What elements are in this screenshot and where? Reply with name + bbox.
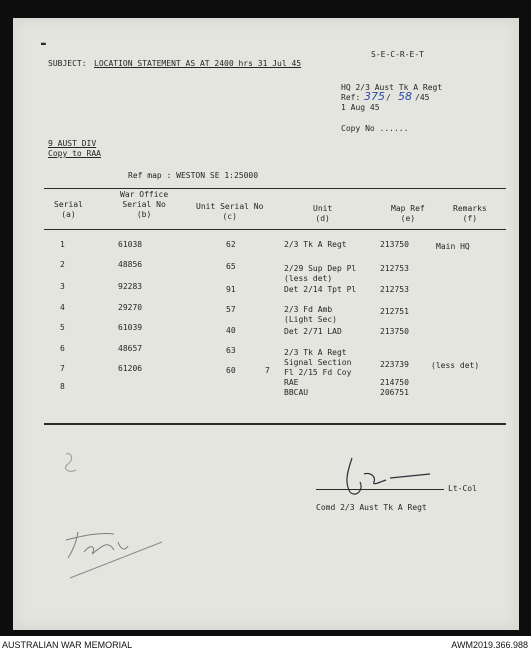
pencil-initials <box>62 522 172 584</box>
cell-handwritten-mark: 7 <box>265 366 270 375</box>
cell-serial: 7 <box>60 364 65 373</box>
archive-accession-number: AWM2019.366.988 <box>451 640 528 650</box>
cell-war-office: 61206 <box>118 364 143 373</box>
ref-suffix: /45 <box>415 93 430 102</box>
header-unit-serial: Unit Serial No (c) <box>196 202 264 221</box>
cell-unit-serial: 40 <box>226 326 236 335</box>
hole-punch-mark: ▬ <box>41 39 46 48</box>
cell-unit: 2/3 Fd Amb (Light Sec) <box>284 305 337 324</box>
cell-unit: BBCAU <box>284 388 309 397</box>
cell-war-office: 92283 <box>118 282 143 291</box>
subject-label: SUBJECT: <box>48 59 87 68</box>
cell-unit-serial: 65 <box>226 262 236 271</box>
pencil-mark-top <box>58 450 88 478</box>
cell-unit: 2/3 Tk A Regt Signal Section <box>284 348 352 367</box>
cell-serial: 3 <box>60 282 65 291</box>
cell-unit: Det 2/14 Tpt Pl <box>284 285 357 294</box>
cell-map-ref: 223739 <box>380 360 409 369</box>
archive-footer <box>0 636 531 653</box>
ref-handwritten-number: 375 <box>364 90 385 103</box>
cell-war-office: 29270 <box>118 303 143 312</box>
cell-map-ref: 213750 <box>380 240 409 249</box>
cell-war-office: 61038 <box>118 240 143 249</box>
cell-serial: 2 <box>60 260 65 269</box>
cell-war-office: 61039 <box>118 323 143 332</box>
cell-unit: Fl 2/15 Fd Coy RAE <box>284 368 352 387</box>
cell-unit: Det 2/71 LAD <box>284 327 342 336</box>
cell-unit-serial: 91 <box>226 285 236 294</box>
reference-map: Ref map : WESTON SE 1:25000 <box>128 171 259 180</box>
cell-war-office: 48657 <box>118 344 143 353</box>
distribution-line-2: Copy to RAA <box>48 149 101 158</box>
table-header-rule <box>44 229 506 230</box>
cell-war-office: 48856 <box>118 260 143 269</box>
cell-unit-serial: 63 <box>226 346 236 355</box>
ref-handwritten-file: 58 <box>398 90 412 103</box>
header-remarks: Remarks (f) <box>453 204 487 223</box>
cell-unit: 2/3 Tk A Regt <box>284 240 347 249</box>
document-date: 1 Aug 45 <box>341 103 380 112</box>
table-bottom-rule <box>44 423 506 425</box>
ref-slash: / <box>386 93 391 102</box>
cell-serial: 1 <box>60 240 65 249</box>
hq-line: HQ 2/3 Aust Tk A Regt <box>341 83 443 92</box>
header-serial: Serial (a) <box>54 200 83 219</box>
signature-rank: Lt-Col <box>448 484 477 493</box>
signature-line <box>316 489 444 490</box>
cell-serial: 5 <box>60 323 65 332</box>
archive-name: AUSTRALIAN WAR MEMORIAL <box>2 640 133 650</box>
cell-serial: 8 <box>60 382 65 391</box>
header-war-office: War Office Serial No (b) <box>120 190 169 219</box>
cell-unit-serial: 57 <box>226 305 236 314</box>
cell-remarks: (less det) <box>431 361 480 370</box>
cell-unit-serial: 60 <box>226 366 236 375</box>
cell-serial: 4 <box>60 303 65 312</box>
distribution-line-1: 9 AUST DIV <box>48 139 97 148</box>
copy-number: Copy No ...... <box>341 124 409 133</box>
cell-unit-serial: 62 <box>226 240 236 249</box>
cell-map-ref: 214750 206751 <box>380 378 409 397</box>
cell-map-ref: 213750 <box>380 327 409 336</box>
cell-map-ref: 212753 <box>380 285 409 294</box>
cell-map-ref: 212751 <box>380 307 409 316</box>
cell-serial: 6 <box>60 344 65 353</box>
signature-title: Comd 2/3 Aust Tk A Regt <box>316 503 427 512</box>
subject-text: LOCATION STATEMENT AS AT 2400 hrs 31 Jul 45 <box>94 59 302 68</box>
header-unit: Unit (d) <box>313 204 333 223</box>
cell-remarks: Main HQ <box>436 242 470 251</box>
header-map-ref: Map Ref (e) <box>391 204 425 223</box>
classification: S-E-C-R-E-T <box>371 50 424 59</box>
cell-unit: 2/29 Sup Dep Pl (less det) <box>284 264 357 283</box>
signature-scribble <box>330 452 440 502</box>
table-top-rule <box>44 188 506 189</box>
cell-map-ref: 212753 <box>380 264 409 273</box>
ref-label: Ref: <box>341 93 361 102</box>
